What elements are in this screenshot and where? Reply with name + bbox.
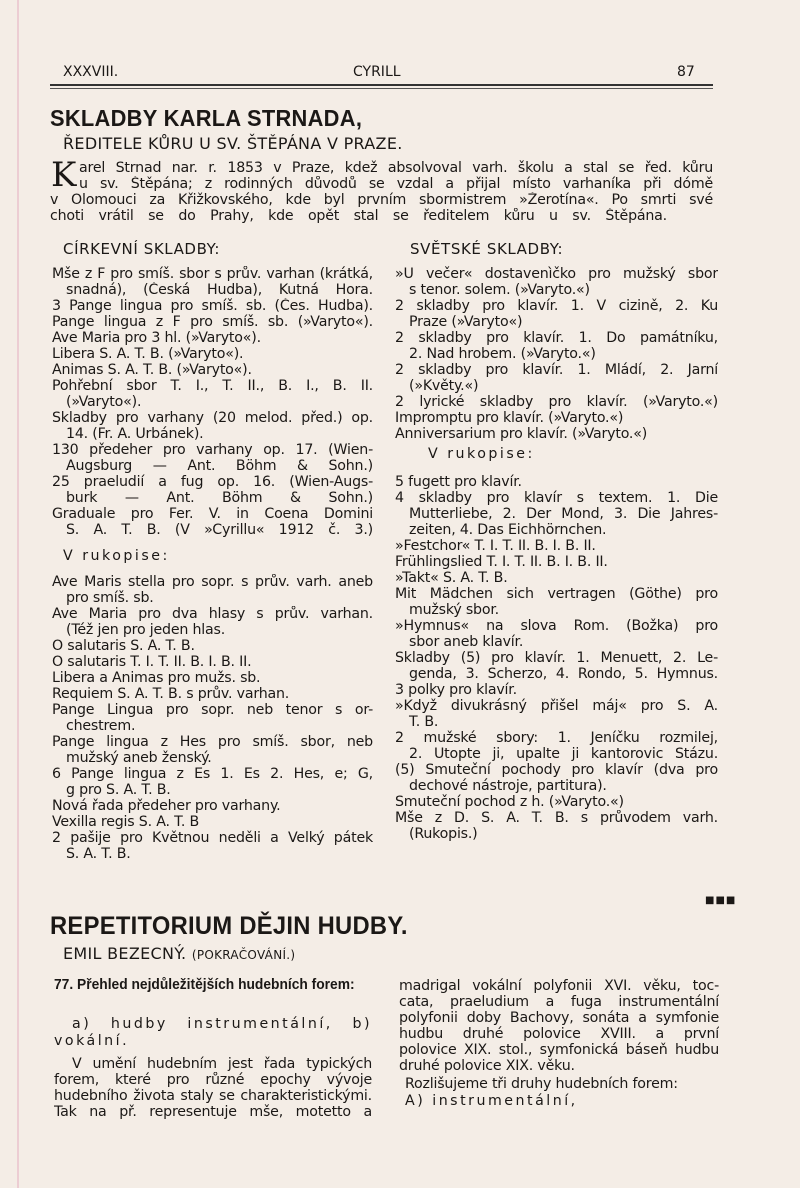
text-line: O salutaris S. A. T. B. — [52, 638, 195, 654]
text-line: 2. Nad hrobem. (»Varyto.«) — [409, 346, 596, 362]
text-line: 130 předeher pro varhany op. 17. (Wien- — [52, 442, 373, 458]
text-line: Pange lingua z Hes pro smíš. sbor, neb — [52, 734, 373, 750]
text-line: druhé polovice XIX. věku. — [399, 1058, 575, 1074]
header-rule — [50, 84, 713, 86]
text-line: Ave Maria pro dva hlasy s prův. varhan. — [52, 606, 373, 622]
text-line: arel Strnad nar. r. 1853 v Praze, kdež absolvoval varh. školu a stal se řed. kůru — [79, 160, 713, 176]
text-line: Libera a Animas pro mužs. sb. — [52, 670, 261, 686]
text-line: Graduale pro Fer. V. in Coena Domini — [52, 506, 373, 522]
text-line: 2 skladby pro klavír. 1. Mládí, 2. Jarní — [395, 362, 718, 378]
text-line: pro smíš. sb. — [66, 590, 154, 606]
text-line: vokální. — [54, 1033, 130, 1049]
text-line: Pohřební sbor T. I., T. II., B. I., B. II. — [52, 378, 373, 394]
text-line: Frühlingslied T. I. T. II. B. I. B. II. — [395, 554, 608, 570]
text-line: forem, které pro různé epochy vývoje — [54, 1072, 372, 1088]
text-line: Ave Maria pro 3 hl. (»Varyto«). — [52, 330, 261, 346]
text-line: sbor aneb klavír. — [409, 634, 524, 650]
text-line: Mše z D. S. A. T. B. s průvodem varh. — [395, 810, 718, 826]
text-line: Nová řada předeher pro varhany. — [52, 798, 281, 814]
text-line: 2 skladby pro klavír. 1. Do památníku, — [395, 330, 718, 346]
text-line: V umění hudebním jest řada typických — [72, 1056, 372, 1072]
text-line: Tak na př. representuje mše, motetto a — [54, 1104, 372, 1120]
text-line: chestrem. — [66, 718, 136, 734]
text-line: choti vrátil se do Prahy, kde opět stal se ředitelem kůru u sv. Štěpána. — [50, 208, 667, 224]
text-line: Praze (»Varyto«) — [409, 314, 523, 330]
volume-number: XXXVIII. — [63, 64, 119, 80]
text-line: A) instrumentální, — [405, 1093, 578, 1109]
text-line: Skladby pro varhany (20 melod. před.) op. — [52, 410, 373, 426]
page-margin-line — [17, 0, 19, 1188]
continued-note: (POKRAČOVÁNÍ.) — [191, 948, 296, 962]
text-line: S. A. T. B. (V »Cyrillu« 1912 č. 3.) — [66, 522, 373, 538]
text-line: madrigal vokální polyfonii XVI. věku, toc- — [399, 978, 719, 994]
text-line: (Též jen pro jeden hlas. — [66, 622, 225, 638]
text-line: snadná), (Česká Hudba), Kutná Hora. — [66, 282, 373, 298]
text-line: V rukopise: — [63, 548, 170, 564]
text-line: »Takt« S. A. T. B. — [395, 570, 508, 586]
text-line: cata, praeludium a fuga instrumentální — [399, 994, 719, 1010]
text-line: Mit Mädchen sich vertragen (Göthe) pro — [395, 586, 718, 602]
text-line: Mše z F pro smíš. sbor s prův. varhan (krátká, — [52, 266, 373, 282]
header-rule-thin — [50, 88, 713, 89]
text-line: s tenor. solem. (»Varyto.«) — [409, 282, 590, 298]
text-line: u sv. Štěpána; z rodinných důvodů se vzdal a přijal místo varhaníka při dómě — [79, 176, 713, 192]
text-line: »Festchor« T. I. T. II. B. I. B. II. — [395, 538, 596, 554]
text-line: Augsburg — Ant. Böhm & Sohn.) — [66, 458, 373, 474]
text-line: 2 pašije pro Květnou neděli a Velký pátek — [52, 830, 373, 846]
text-line: Smuteční pochod z h. (»Varyto.«) — [395, 794, 624, 810]
article-title: SKLADBY KARLA STRNADA, — [50, 105, 363, 131]
text-line: Pange Lingua pro sopr. neb tenor s or- — [52, 702, 373, 718]
article-subtitle: ŘEDITELE KŮRU U SV. ŠTĚPÁNA V PRAZE. — [63, 134, 403, 153]
text-line: 2. Utopte ji, upalte ji kantorovic Stázu. — [409, 746, 718, 762]
text-line: zeiten, 4. Das Eichhörnchen. — [409, 522, 607, 538]
text-line: Skladby (5) pro klavír. 1. Menuett, 2. Le- — [395, 650, 718, 666]
end-mark: ■■■ — [705, 895, 737, 906]
section-heading: 77. Přehled nejdůležitějších hudebních forem: — [54, 976, 355, 993]
text-line: v Olomouci za Křižkovského, kde byl prvním sbormistrem »Žerotína«. Po smrti své — [50, 192, 713, 208]
text-line: burk — Ant. Böhm & Sohn.) — [66, 490, 373, 506]
text-line: O salutaris T. I. T. II. B. I. B. II. — [52, 654, 252, 670]
sacred-heading: CÍRKEVNÍ SKLADBY: — [63, 240, 221, 258]
text-line: 2 lyrické skladby pro klavír. (»Varyto.«) — [395, 394, 718, 410]
text-line: Requiem S. A. T. B. s prův. varhan. — [52, 686, 290, 702]
drop-cap: K — [51, 155, 77, 195]
text-line: Mutterliebe, 2. Der Mond, 3. Die Jahres- — [409, 506, 718, 522]
text-line: a) hudby instrumentální, b) — [72, 1016, 372, 1032]
text-line: dechové nástroje, partitura). — [409, 778, 607, 794]
text-line: Pange lingua z F pro smíš. sb. (»Varyto«). — [52, 314, 373, 330]
text-line: hudbu druhé polovice XVIII. a první — [399, 1026, 719, 1042]
text-line: (»Varyto«). — [66, 394, 142, 410]
text-line: V rukopise: — [428, 446, 535, 462]
text-line: mužský sbor. — [409, 602, 499, 618]
text-line: Anniversarium pro klavír. (»Varyto.«) — [395, 426, 648, 442]
text-line: »Hymnus« na slova Rom. (Božka) pro — [395, 618, 718, 634]
text-line: (Rukopis.) — [409, 826, 478, 842]
text-line: 5 fugett pro klavír. — [395, 474, 522, 490]
text-line: hudebního života staly se charakteristickými. — [54, 1088, 372, 1104]
text-line: 3 Pange lingua pro smíš. sb. (Čes. Hudba). — [52, 298, 373, 314]
article2-author-line — [63, 944, 295, 963]
text-line: 4 skladby pro klavír s textem. 1. Die — [395, 490, 718, 506]
text-line: 3 polky pro klavír. — [395, 682, 517, 698]
article2-title: REPETITORIUM DĚJIN HUDBY. — [50, 912, 408, 940]
text-line: 2 mužské sbory: 1. Jeníčku rozmilej, — [395, 730, 718, 746]
text-line: mužský aneb ženský. — [66, 750, 212, 766]
text-line: g pro S. A. T. B. — [66, 782, 171, 798]
text-line: 6 Pange lingua z Es 1. Es 2. Hes, e; G, — [52, 766, 373, 782]
text-line: (»Květy.«) — [409, 378, 479, 394]
text-line: »U večer« dostavenìčko pro mužský sbor — [395, 266, 718, 282]
text-line: 25 praeludií a fug op. 16. (Wien-Augs- — [52, 474, 373, 490]
text-line: T. B. — [409, 714, 439, 730]
text-line: S. A. T. B. — [66, 846, 131, 862]
text-line: Impromptu pro klavír. (»Varyto.«) — [395, 410, 624, 426]
journal-name: CYRILL — [353, 64, 401, 80]
text-line: 14. (Fr. A. Urbánek). — [66, 426, 204, 442]
text-line: Vexilla regis S. A. T. B — [52, 814, 200, 830]
text-line: Animas S. A. T. B. (»Varyto«). — [52, 362, 252, 378]
text-line: genda, 3. Scherzo, 4. Rondo, 5. Hymnus. — [409, 666, 718, 682]
text-line: Libera S. A. T. B. (»Varyto«). — [52, 346, 244, 362]
text-line: polyfonii doby Bachovy, sonáta a symfonie — [399, 1010, 719, 1026]
secular-heading: SVĚTSKÉ SKLADBY: — [410, 240, 564, 258]
text-line: Ave Maris stella pro sopr. s prův. varh. aneb — [52, 574, 373, 590]
author-name: EMIL BEZECNÝ. — [63, 944, 187, 963]
page-number: 87 — [677, 64, 695, 80]
text-line: polovice XIX. stol., symfonická báseň hudbu — [399, 1042, 719, 1058]
text-line: Rozlišujeme tři druhy hudebních forem: — [405, 1076, 678, 1092]
text-line: »Když divukrásný přišel máj« pro S. A. — [395, 698, 718, 714]
text-line: (5) Smuteční pochody pro klavír (dva pro — [395, 762, 718, 778]
text-line: 2 skladby pro klavír. 1. V cizině, 2. Ku — [395, 298, 718, 314]
